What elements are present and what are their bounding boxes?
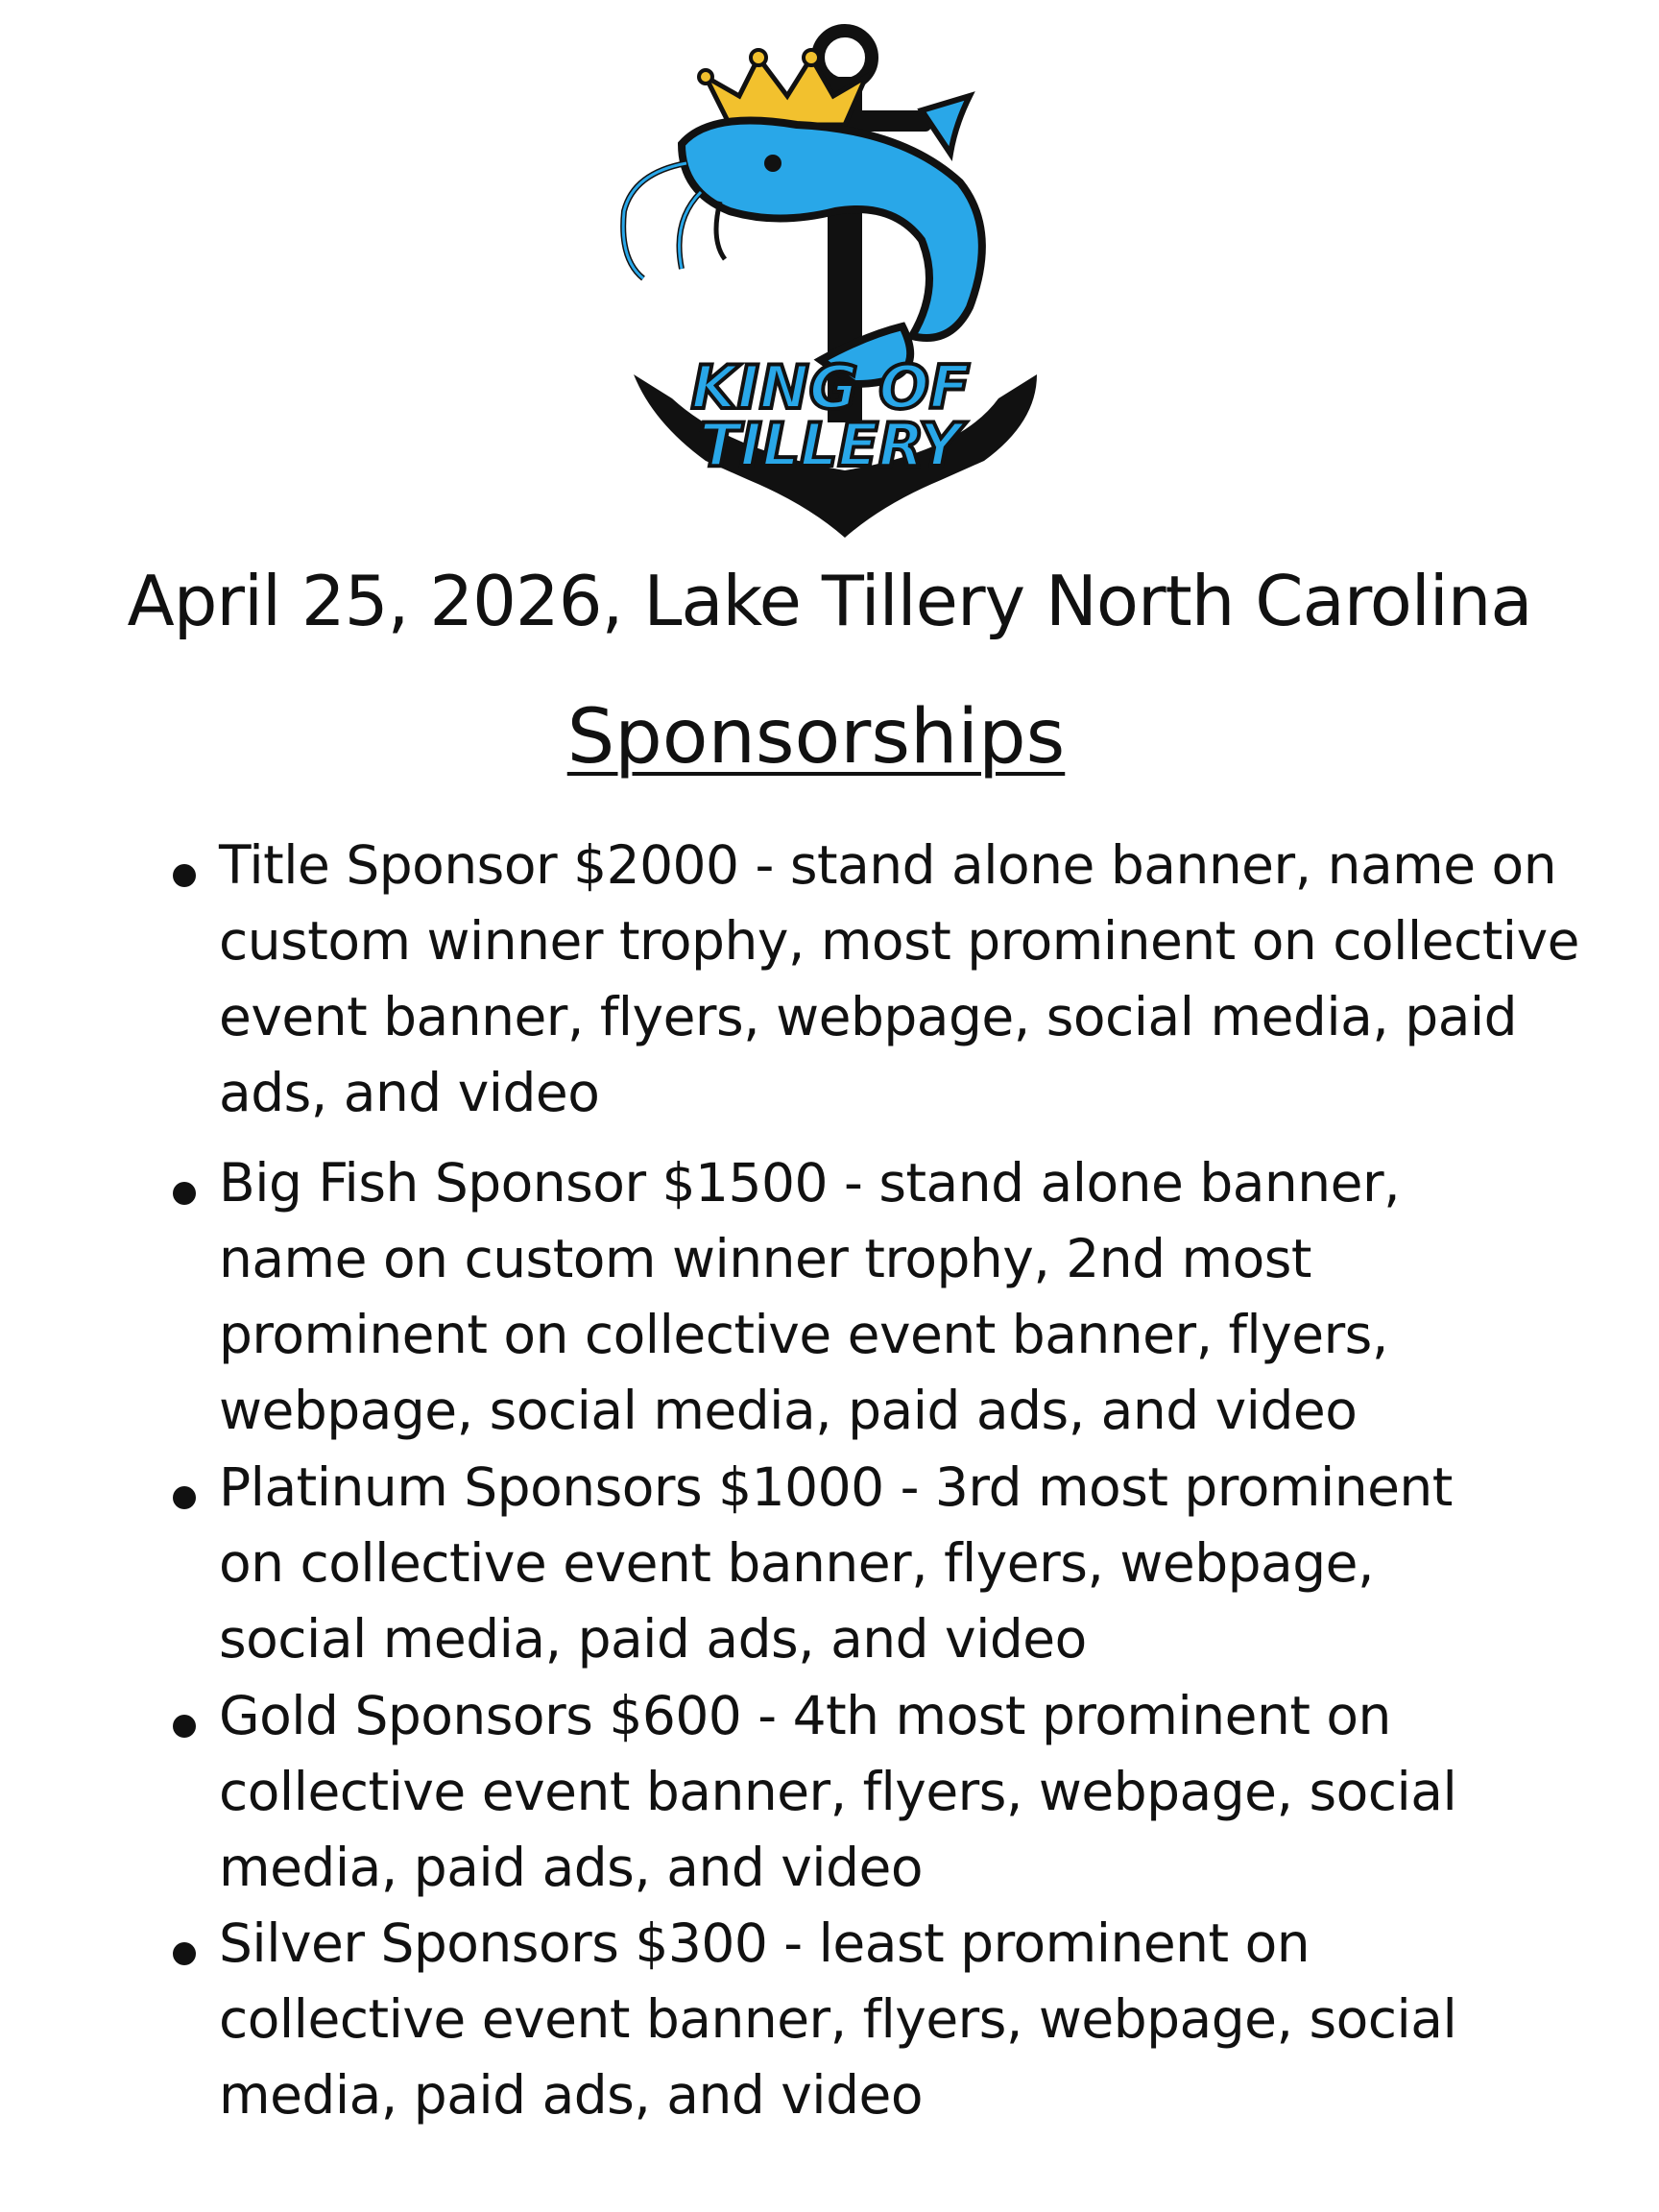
sponsor-text — [219, 1145, 1400, 1449]
sponsor-line: Big Fish Sponsor $1500 - stand alone banner, — [219, 1152, 1401, 1214]
sponsor-line: media, paid ads, and video — [219, 1837, 923, 1898]
logo-graphic — [614, 19, 1046, 542]
sponsor-line: Gold Sponsors $600 - 4th most prominent on — [219, 1685, 1391, 1746]
bullet-icon — [173, 1942, 196, 1965]
sponsor-line: Silver Sponsors $300 - least prominent on — [219, 1912, 1310, 1974]
sponsor-line: prominent on collective event banner, flyers, — [219, 1304, 1388, 1365]
sponsor-line: event banner, flyers, webpage, social media, paid — [219, 986, 1518, 1047]
king-of-tillery-logo — [614, 19, 1046, 542]
sponsor-text — [219, 1678, 1456, 1906]
sponsor-line: collective event banner, flyers, webpage, social — [219, 1761, 1457, 1822]
sponsor-text — [219, 828, 1579, 1131]
sponsor-line: name on custom winner trophy, 2nd most — [219, 1228, 1311, 1289]
page-title: Sponsorships — [566, 694, 1066, 781]
bullet-icon — [173, 1182, 196, 1205]
sponsor-line: social media, paid ads, and video — [219, 1608, 1087, 1670]
bullet-icon — [173, 1486, 196, 1509]
sponsor-line: on collective event banner, flyers, webpage, — [219, 1532, 1374, 1594]
sponsor-line: custom winner trophy, most prominent on collective — [219, 910, 1579, 972]
logo-text-line-1: KING OF — [690, 352, 971, 422]
bullet-icon — [173, 1715, 196, 1738]
sponsor-line: Title Sponsor $2000 - stand alone banner, name on — [219, 834, 1557, 896]
sponsor-text — [219, 1906, 1456, 2133]
logo-text-line-2: TILLERY — [699, 410, 962, 480]
event-date-location: April 25, 2026, Lake Tillery North Carolina — [127, 561, 1532, 641]
sponsor-line: Platinum Sponsors $1000 - 3rd most prominent — [219, 1456, 1453, 1518]
sponsor-text — [219, 1450, 1453, 1677]
sponsor-line: media, paid ads, and video — [219, 2064, 923, 2126]
bullet-icon — [173, 864, 196, 887]
sponsor-line: webpage, social media, paid ads, and video — [219, 1380, 1358, 1441]
sponsor-line: collective event banner, flyers, webpage, social — [219, 1988, 1457, 2050]
sponsor-line: ads, and video — [219, 1062, 600, 1123]
